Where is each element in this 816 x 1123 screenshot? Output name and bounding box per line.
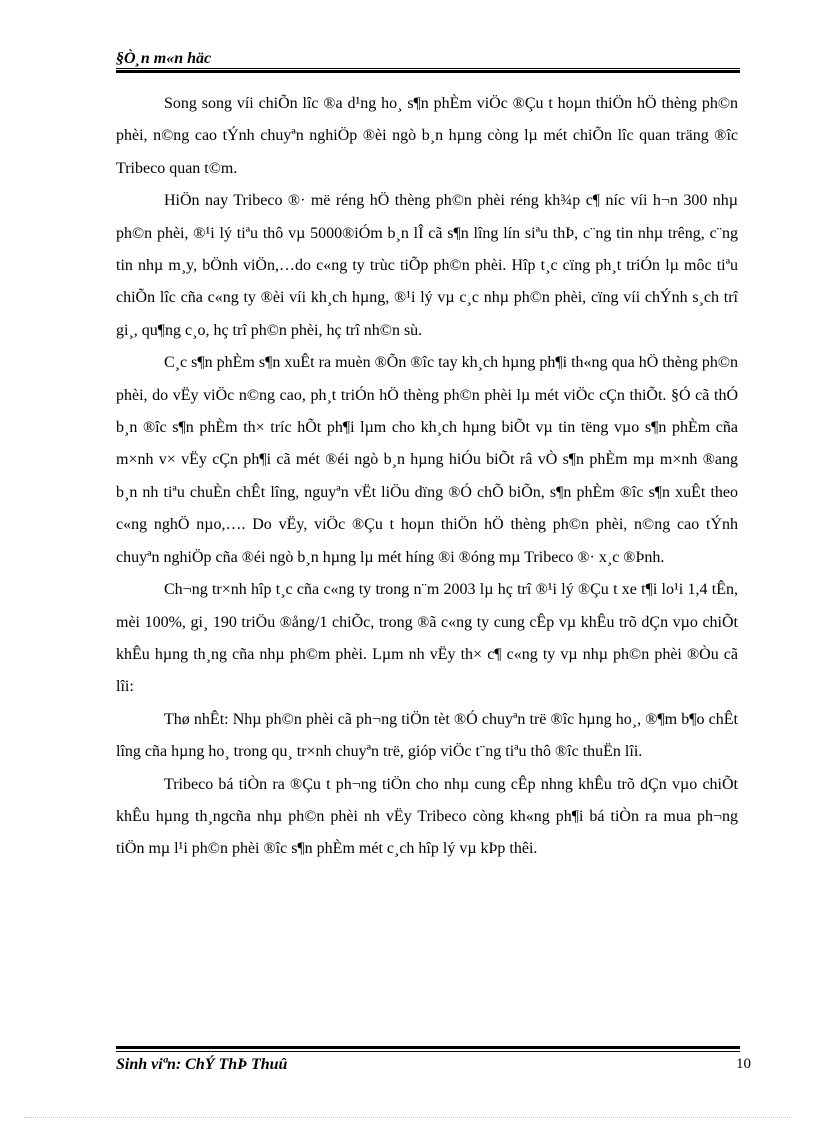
paragraph: HiÖn nay Tribeco ®· më réng hÖ thèng ph©n phèi réng kh¾p c¶ níc víi h¬n 300 nhµ ph©n phèi, ®¹i lý tiªu thô vµ 5000®iÓm b¸n lÎ cã s¶n lîng lín siªu thÞ, c¨ng tin nhµ trêng, c¨ng tin nhµ m¸y, bÖnh viÖn,…do c«ng ty trùc tiÕp ph©n phèi. Hîp t¸c cïng ph¸t triÓn lµ môc tiªu chiÕn lîc cña c«ng ty ®èi víi kh¸ch hµng, ®¹i lý vµ c¸c nhµ ph©n phèi, cïng víi chÝnh s¸ch trî gi¸, qu¶ng c¸o, hç trî ph©n phèi, hç trî nh©n sù. xyxy=(116,192,738,339)
body-text xyxy=(116,88,738,866)
header-rule-thin xyxy=(116,68,740,69)
paragraph: C¸c s¶n phÈm s¶n xuÊt ra muèn ®Õn ®îc tay kh¸ch hµng ph¶i th«ng qua hÖ thèng ph©n phèi, do vËy viÖc n©ng cao, ph¸t triÓn hÖ thèng ph©n phèi lµ mét viÖc cÇn thiÕt. §Ó cã thÓ b¸n ®îc s¶n phÈm th× tríc hÕt ph¶i lµm cho kh¸ch hµng biÕt vµ tin tëng vµo s¶n phÈm cña m×nh v× vËy cÇn ph¶i cã mét ®éi ngò b¸n hµng hiÓu biÕt râ vÒ s¶n phÈm mµ m×nh ®ang b¸n nh tiªu chuÈn chÊt lîng, nguyªn vËt liÖu dïng ®Ó chÕ biÕn, s¶n phÈm ®îc s¶n xuÊt theo c«ng nghÖ nµo,…. Do vËy, viÖc ®Çu t hoµn thiÖn hÖ thèng ph©n phèi, n©ng cao tÝnh chuyªn nghiÖp cña ®éi ngò b¸n hµng lµ mét híng ®i ®óng mµ Tribeco ®· x¸c ®Þnh. xyxy=(116,354,738,566)
paragraph: Tribeco bá tiÒn ra ®Çu t ph¬ng tiÖn cho nhµ cung cÊp nhng khÊu trõ dÇn vµo chiÕt khÊu hµng th¸ngcña nhµ ph©n phèi nh vËy Tribeco còng kh«ng ph¶i bá tiÒn ra mua ph¬ng tiÖn mµ l¹i ph©n phèi ®îc s¶n phÈm mét c¸ch hîp lý vµ kÞp thêi. xyxy=(116,775,738,858)
page-number: 10 xyxy=(736,1056,751,1072)
paragraph: Thø nhÊt: Nhµ ph©n phèi cã ph¬ng tiÖn tèt ®Ó chuyªn trë ®îc hµng ho¸, ®¶m b¶o chÊt lîng cña hµng ho¸ trong qu¸ tr×nh chuyªn trë, gióp viÖc t¨ng tiªu thô ®îc thuËn lîi. xyxy=(116,710,738,761)
footer-author: Sinh viªn: ChÝ ThÞ Thuû xyxy=(116,1056,288,1073)
footer-rule-thin xyxy=(116,1051,740,1052)
paragraph: Ch¬ng tr×nh hîp t¸c cña c«ng ty trong n¨m 2003 lµ hç trî ®¹i lý ®Çu t xe t¶i lo¹i 1,4 tÊn, mèi 100%, gi¸ 190 triÖu ®ång/1 chiÕc, trong ®ã c«ng ty cung cÊp vµ khÊu trõ dÇn vµo chiÕt khÊu hµng th¸ng cña nhµ ph©m phèi. Lµm nh vËy th× c¶ c«ng ty vµ nhµ ph©n phèi ®Òu cã lîi: xyxy=(116,581,738,696)
paragraph: Song song víi chiÕn lîc ®a d¹ng ho¸ s¶n phÈm viÖc ®Çu t hoµn thiÖn hÖ thèng ph©n phèi, n©ng cao tÝnh chuyªn nghiÖp ®èi ngò b¸n hµng còng lµ mét chiÕn lîc quan träng ®îc Tribeco quan t©m. xyxy=(116,95,738,177)
header-rule-thick xyxy=(116,70,740,73)
header-title: §Ò¸n m«n häc xyxy=(116,50,212,67)
footer-rule-thick xyxy=(116,1046,740,1049)
page-bottom-border xyxy=(24,1117,792,1118)
